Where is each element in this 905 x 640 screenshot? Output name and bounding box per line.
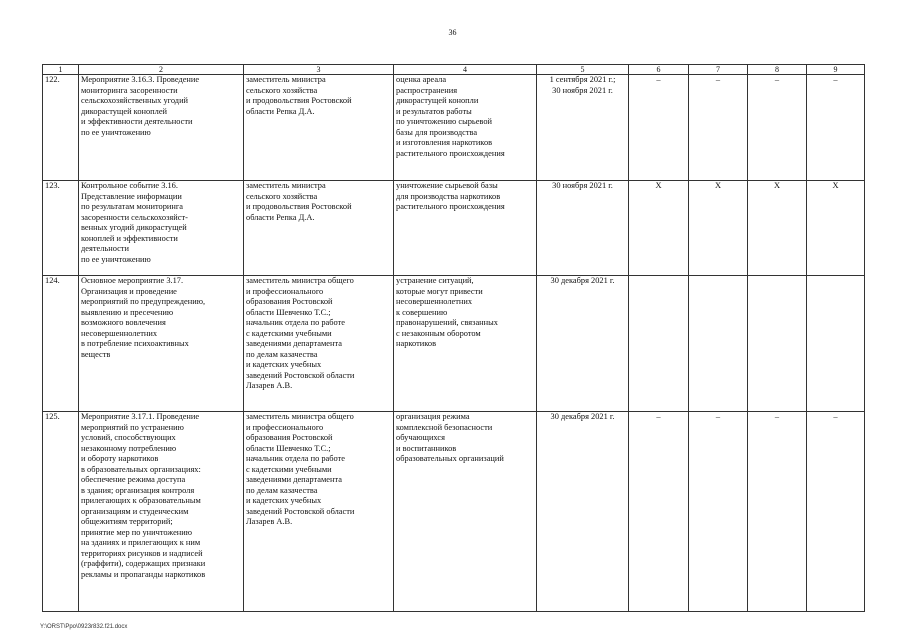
table-row [43,412,865,612]
row-number: 125. [43,412,79,612]
marker-cell: – [807,412,865,612]
marker-cell: – [629,412,689,612]
event-cell: Основное мероприятие 3.17. Организация и проведение мероприятий по предупреждению, выявлению и пресечению возможного вовлечения несовершеннолетних в потребление психоактивных веществ [79,276,244,412]
event-cell: Мероприятие 3.16.3. Проведение мониторинга засоренности сельскохозяйственных угодий дикорастущей коноплей и эффективности деятельности по ее уничтожению [79,75,244,181]
marker-cell: X [807,181,865,276]
marker-cell: – [689,412,748,612]
deadline-cell: 30 декабря 2021 г. [537,276,629,412]
marker-cell [629,276,689,412]
row-number: 123. [43,181,79,276]
responsible-cell: заместитель министра общего и профессионального образования Ростовской области Шевченко Т.С.; начальник отдела по работе с кадетскими учебными заведениями департамента по делам казачества и кадетских учебных заведений Ростовской области Лазарев А.В. [244,276,394,412]
column-header: 2 [79,65,244,75]
result-cell: устранение ситуаций, которые могут привести несовершеннолетних к совершению правонарушений, связанных с незаконным оборотом наркотиков [394,276,537,412]
column-header: 9 [807,65,865,75]
table-row [43,276,865,412]
responsible-cell: заместитель министра общего и профессионального образования Ростовской области Шевченко Т.С.; начальник отдела по работе с кадетскими учебными заведениями департамента по делам казачества и кадетских учебных заведений Ростовской области Лазарев А.В. [244,412,394,612]
responsible-cell: заместитель министра сельского хозяйства и продовольствия Ростовской области Репка Д.А. [244,75,394,181]
marker-cell [807,276,865,412]
marker-cell: – [629,75,689,181]
deadline-cell: 30 декабря 2021 г. [537,412,629,612]
row-number: 124. [43,276,79,412]
column-header: 1 [43,65,79,75]
result-cell: организация режима комплексной безопасности обучающихся и воспитанников образовательных организаций [394,412,537,612]
event-cell: Контрольное событие 3.16. Представление информации по результатам мониторинга засоренности сельскохозяйст- венных угодий дикорастущей коноплей и эффективности деятельности по ее уничтожению [79,181,244,276]
document-path-footer: Y:\ORST\Ppo\0923r832.f21.docx [40,624,128,630]
column-header: 3 [244,65,394,75]
event-cell: Мероприятие 3.17.1. Проведение мероприятий по устранению условий, способствующих незаконному потреблению и обороту наркотиков в образовательных организациях: обеспечение режима доступа в здания; организация контроля прилегающих к образовательным организациям и студенческим общежитиям территорий; принятие мер по уничтожению на зданиях и прилегающих к ним территориях рисунков и надписей (граффити), содержащих признаки рекламы и пропаганды наркотиков [79,412,244,612]
table-row [43,75,865,181]
column-header: 7 [689,65,748,75]
column-header: 5 [537,65,629,75]
column-number-row [43,65,865,75]
page-number: 36 [448,28,457,37]
deadline-cell: 30 ноября 2021 г. [537,181,629,276]
row-number: 122. [43,75,79,181]
marker-cell: X [748,181,807,276]
result-cell: оценка ареала распространения дикорастущей конопли и результатов работы по уничтожению сырьевой базы для производства и изготовления наркотиков растительного происхождения [394,75,537,181]
responsible-cell: заместитель министра сельского хозяйства и продовольствия Ростовской области Репка Д.А. [244,181,394,276]
marker-cell: – [807,75,865,181]
action-plan-table [42,64,865,612]
marker-cell: – [748,75,807,181]
deadline-cell: 1 сентября 2021 г.; 30 ноября 2021 г. [537,75,629,181]
marker-cell: X [689,181,748,276]
column-header: 4 [394,65,537,75]
result-cell: уничтожение сырьевой базы для производства наркотиков растительного происхождения [394,181,537,276]
marker-cell: X [629,181,689,276]
column-header: 8 [748,65,807,75]
marker-cell [689,276,748,412]
table-row [43,181,865,276]
marker-cell [748,276,807,412]
marker-cell: – [689,75,748,181]
column-header: 6 [629,65,689,75]
marker-cell: – [748,412,807,612]
